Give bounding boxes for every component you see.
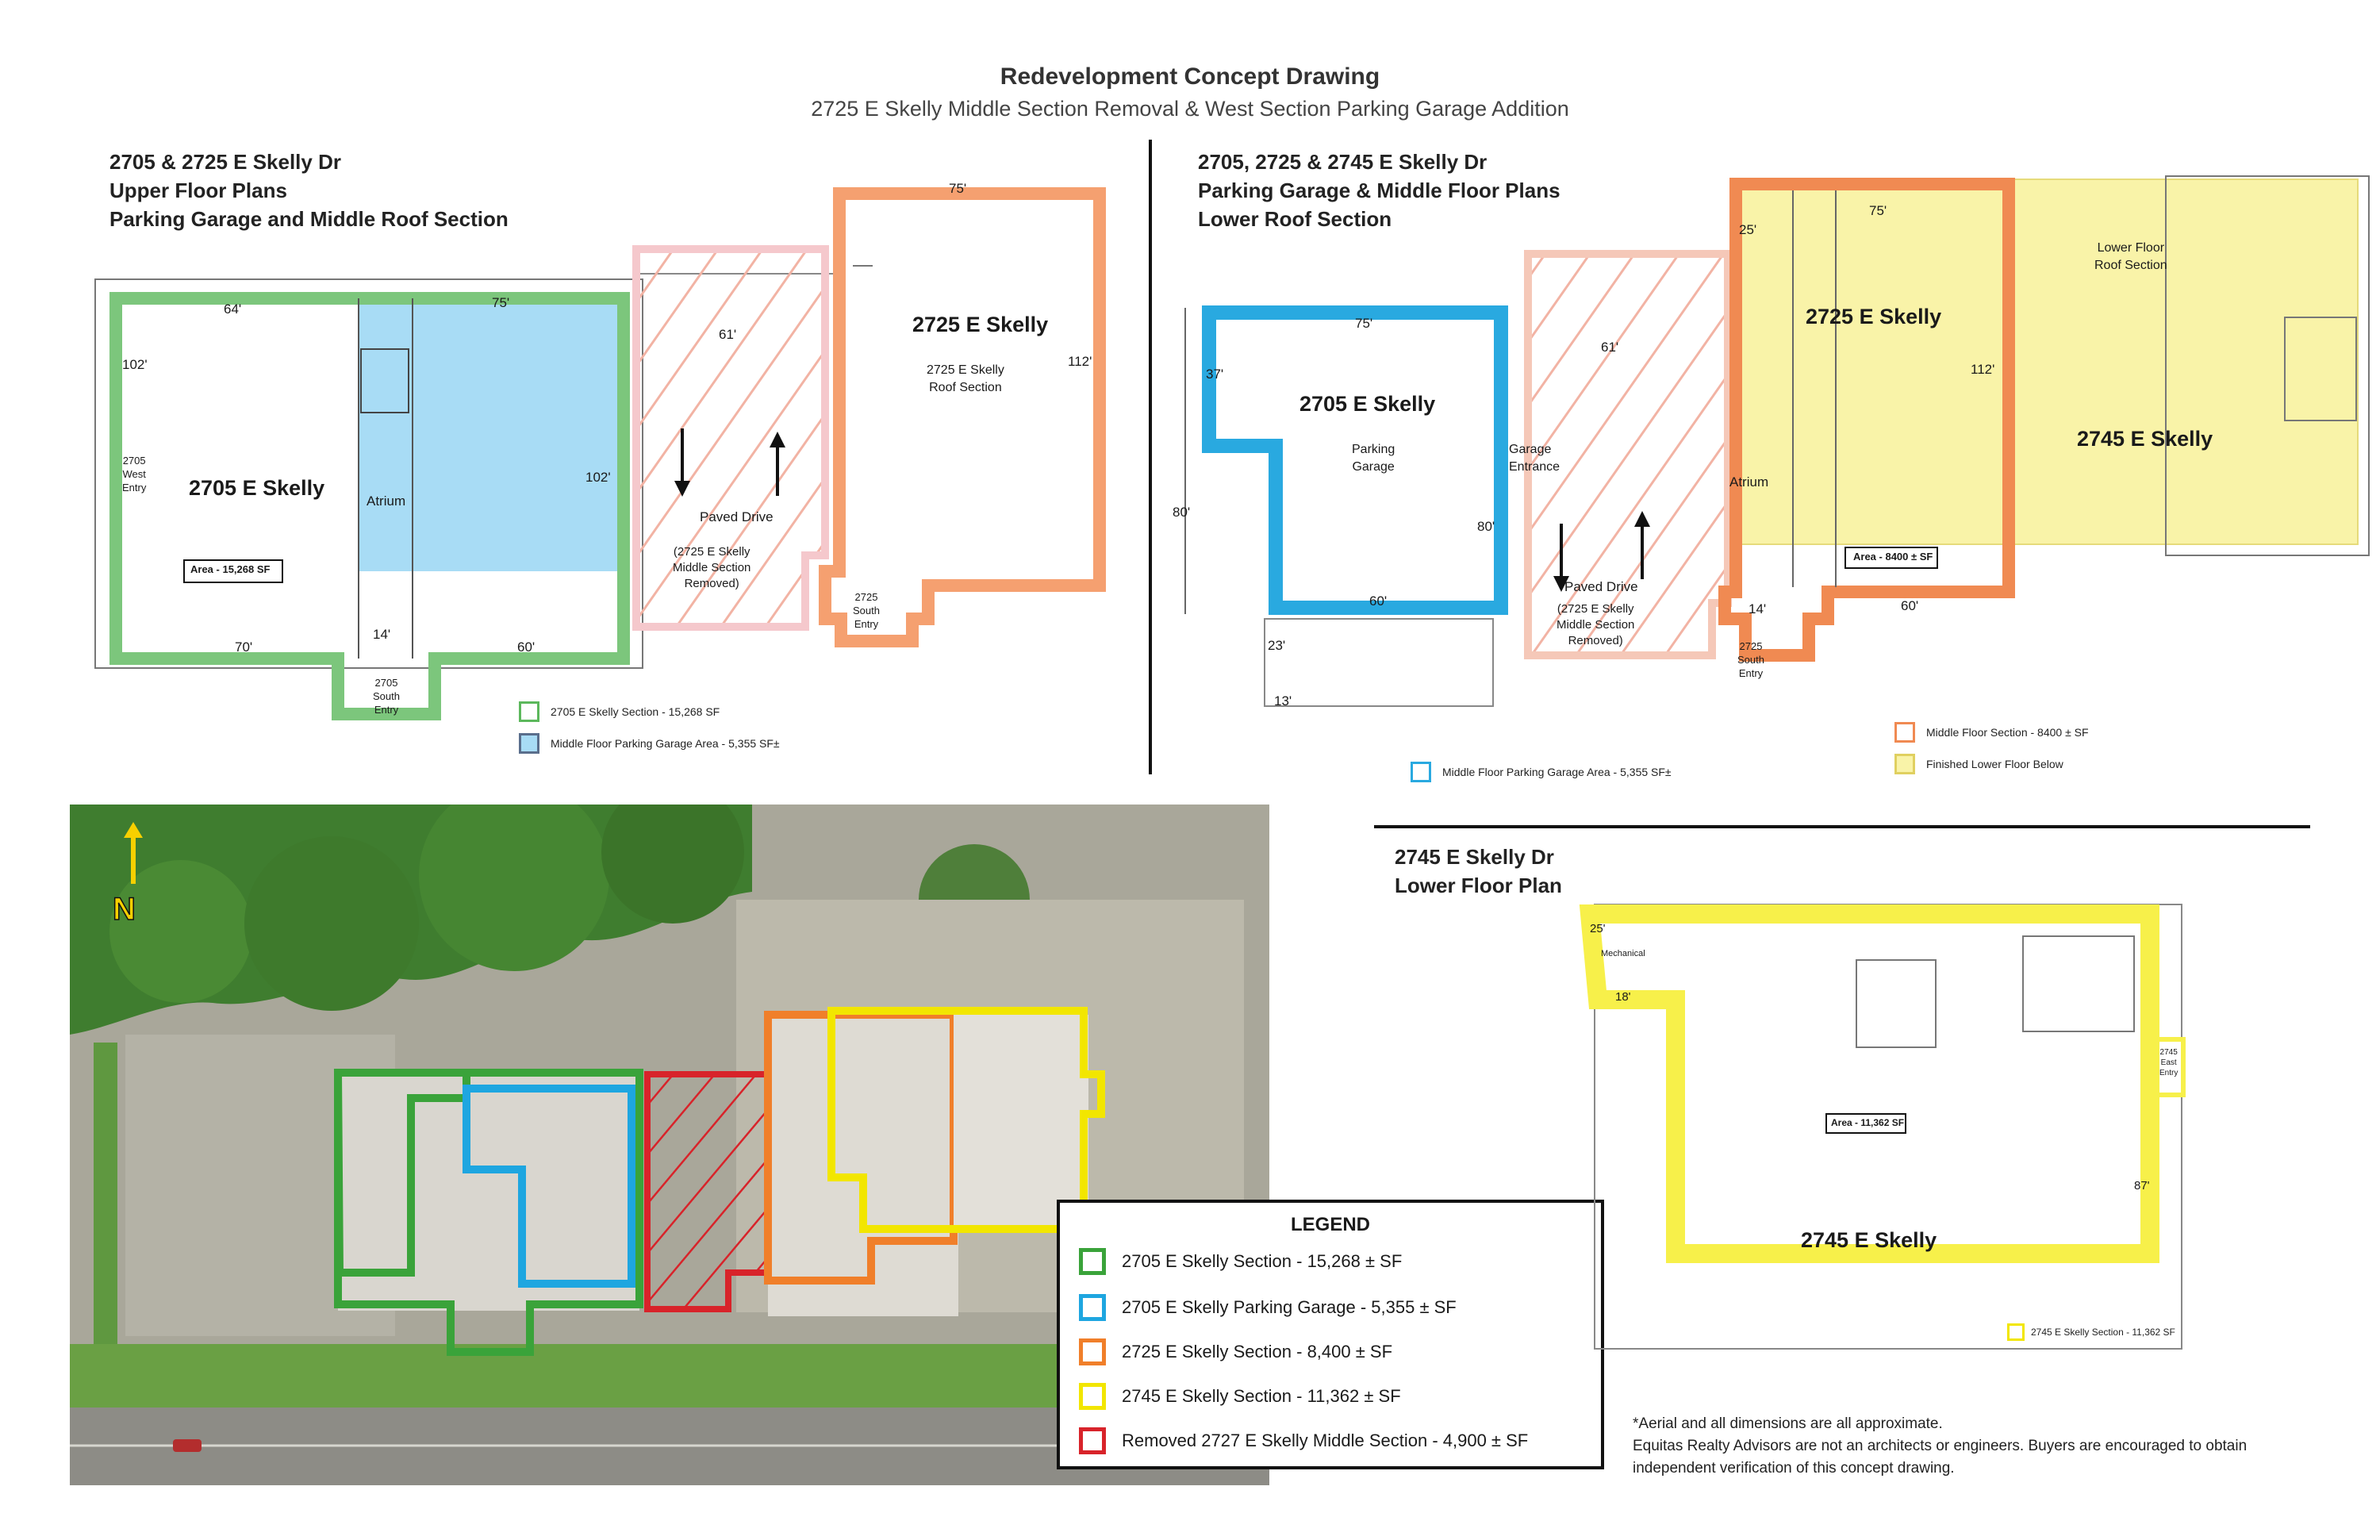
label-2705-e-skelly: 2705 E Skelly	[189, 476, 325, 500]
dimension-label: 18'	[1615, 990, 1631, 1004]
lower-floor-roof-label	[2094, 240, 2167, 275]
south-entry-2725-label	[853, 590, 880, 631]
label-2725-e-skelly: 2725 E Skelly	[1806, 305, 1942, 328]
legend-swatch-yellow	[1079, 1383, 1106, 1410]
car	[173, 1439, 202, 1452]
west-entry-label	[122, 454, 146, 494]
roof-2725	[768, 1015, 958, 1316]
key-swatch-blue	[1411, 762, 1431, 782]
dimension-label: 14'	[1749, 601, 1767, 616]
key-item	[1894, 754, 2089, 774]
north-label: N	[113, 892, 136, 927]
key-swatch-yellow	[1894, 754, 1915, 774]
legend-item-label: 2705 E Skelly Parking Garage - 5,355 ± SF	[1122, 1297, 1457, 1317]
legend-swatch-green	[1079, 1248, 1106, 1275]
key-item	[519, 701, 780, 722]
key-swatch-green	[519, 701, 539, 722]
west-entry-line-2: West	[122, 468, 146, 480]
key-item	[1894, 722, 2089, 743]
roof-2745	[954, 1015, 1088, 1229]
tree	[244, 836, 419, 1011]
key-label: 2705 E Skelly Section - 15,268 SF	[551, 705, 720, 718]
key-item	[519, 733, 780, 754]
south-entry-2725-line-2: South	[853, 605, 880, 616]
dimension-label: 37'	[1206, 367, 1224, 382]
west-entry-line-1: 2705	[122, 455, 146, 467]
east-entry-line-3: Entry	[2159, 1069, 2178, 1077]
legend-item-label: Removed 2727 E Skelly Middle Section - 4,900 ± SF	[1122, 1431, 1529, 1450]
upper-right-heading-line-1: 2705, 2725 & 2745 E Skelly Dr	[1198, 150, 1488, 174]
restroom-block	[1856, 960, 1936, 1047]
dimension-label: 70'	[235, 639, 253, 655]
removed-section-label	[1557, 601, 1634, 649]
south-entry-line-1: 2725	[1739, 640, 1763, 652]
roof-section-label	[927, 362, 1004, 397]
legend-item	[1079, 1427, 1528, 1455]
label-2745-e-skelly: 2745 E Skelly	[1801, 1228, 1937, 1252]
label-2725-e-skelly: 2725 E Skelly	[912, 313, 1049, 336]
dimension-label: 75'	[949, 181, 967, 196]
legend-item-label: 2745 E Skelly Section - 11,362 ± SF	[1122, 1386, 1401, 1406]
legend-item	[1079, 1247, 1402, 1276]
mechanical-label: Mechanical	[1601, 949, 1645, 958]
legend	[1057, 1200, 1604, 1469]
south-entry-label	[1737, 639, 1764, 680]
dimension-label: 112'	[1971, 362, 1995, 377]
page-title: Redevelopment Concept Drawing	[1000, 63, 1380, 90]
removed-section-line-3: Removed)	[1568, 634, 1623, 647]
removed-section-line-3: Removed)	[684, 577, 739, 590]
key-item	[1411, 762, 1672, 782]
garage-entrance-line-1: Garage	[1509, 443, 1552, 456]
north-arrow	[111, 820, 155, 896]
lower-floor-roof-line-2: Roof Section	[2094, 259, 2167, 272]
building-2725-outline	[825, 194, 1100, 641]
dimension-label: 61'	[719, 327, 737, 342]
lower-floor-roof-line-1: Lower Floor	[2097, 241, 2165, 255]
office-block	[2023, 936, 2134, 1031]
roof-section-line-2: Roof Section	[929, 381, 1002, 394]
east-entry-line-2: East	[2160, 1058, 2177, 1067]
paved-drive-label: Paved Drive	[700, 509, 774, 524]
dimension-label: 87'	[2134, 1179, 2150, 1192]
lower-right-heading-line-2: Lower Floor Plan	[1395, 874, 1562, 897]
east-entry-label	[2159, 1047, 2178, 1078]
south-entry-line-3: Entry	[1738, 667, 1764, 679]
legend-item	[1079, 1382, 1401, 1411]
east-entry-line-1: 2745	[2159, 1048, 2178, 1057]
south-entry-line-2: South	[1737, 654, 1764, 666]
south-entry-2725-line-1: 2725	[854, 591, 878, 603]
page-subtitle: 2725 E Skelly Middle Section Removal & West Section Parking Garage Addition	[811, 97, 1569, 121]
finished-lower-floor	[1739, 179, 2358, 544]
lower-right-heading	[1395, 843, 1562, 900]
dimension-label: 14'	[373, 627, 391, 642]
key-item	[2007, 1323, 2175, 1341]
upper-right-heading-line-3: Lower Roof Section	[1198, 207, 1392, 231]
atrium-label: Atrium	[1729, 474, 1769, 490]
south-entry-2705-line-3: Entry	[374, 704, 399, 716]
north-arrow-icon	[111, 820, 155, 892]
lower-right-floor-plan	[1579, 841, 2261, 1365]
dimension-label: 25'	[1739, 222, 1757, 237]
label-2745-e-skelly: 2745 E Skelly	[2077, 427, 2213, 451]
dimension-label: 60'	[1369, 593, 1388, 609]
removed-section-line-1: (2725 E Skelly	[1557, 602, 1634, 616]
key-swatch-blue	[519, 733, 539, 754]
dimension-label: 75'	[492, 295, 510, 310]
dimension-label: 61'	[1601, 340, 1619, 355]
label-2705-e-skelly-garage: 2705 E Skelly	[1299, 392, 1436, 416]
removed-section-line-2: Middle Section	[673, 561, 751, 574]
legend-item	[1079, 1338, 1392, 1366]
key-label: Middle Floor Parking Garage Area - 5,355 SF±	[1442, 766, 1672, 778]
key-label: 2745 E Skelly Section - 11,362 SF	[2031, 1327, 2175, 1338]
lower-garage-lines	[1265, 619, 1493, 706]
dimension-label: 23'	[1268, 638, 1286, 653]
dimension-label: 102'	[585, 470, 611, 485]
legend-swatch-orange	[1079, 1338, 1106, 1365]
building-2745-outline	[1590, 914, 2150, 1254]
dimension-label: 60'	[517, 639, 536, 655]
upper-left-heading-line-3: Parking Garage and Middle Roof Section	[109, 207, 509, 231]
west-entry-line-3: Entry	[122, 482, 147, 493]
removed-section-label	[673, 544, 750, 592]
parking-garage-label	[1352, 441, 1395, 476]
dimension-label: 112'	[1068, 354, 1092, 369]
legend-title: LEGEND	[1290, 1214, 1370, 1235]
upper-right-heading-line-2: Parking Garage & Middle Floor Plans	[1198, 179, 1560, 202]
horizontal-divider	[1374, 825, 2310, 828]
note-line: independent verification of this concept drawing.	[1633, 1460, 1955, 1477]
area-label: Area - 15,268 SF	[190, 563, 271, 575]
upper-left-heading-line-2: Upper Floor Plans	[109, 179, 287, 202]
south-entry-2725-line-3: Entry	[854, 618, 879, 630]
dimension-label: 25'	[1590, 922, 1606, 935]
atrium-label: Atrium	[367, 493, 406, 509]
dimension-label: 102'	[122, 357, 148, 372]
paved-drive-label: Paved Drive	[1564, 579, 1638, 594]
parking-garage-line-2: Garage	[1352, 460, 1395, 474]
aerial-removed-middle-section	[647, 1074, 768, 1309]
dimension-label: 60'	[1901, 598, 1919, 613]
area-label: Area - 8400 ± SF	[1853, 551, 1933, 563]
south-entry-2705-line-1: 2705	[374, 677, 398, 689]
upper-left-key	[519, 701, 780, 754]
note-line: *Aerial and all dimensions are all approximate.	[1633, 1415, 1943, 1432]
key-swatch-orange	[1894, 722, 1915, 743]
roof-section-line-1: 2725 E Skelly	[927, 363, 1004, 377]
upper-left-heading-line-1: 2705 & 2725 E Skelly Dr	[109, 150, 341, 174]
key-label: Middle Floor Section - 8400 ± SF	[1926, 726, 2089, 739]
parking-garage-line-1: Parking	[1352, 443, 1395, 456]
dimension-label: 80'	[1477, 519, 1495, 534]
upper-right-key	[1894, 722, 2089, 774]
removed-section-line-2: Middle Section	[1557, 618, 1635, 632]
note-line: Equitas Realty Advisors are not an architects or engineers. Buyers are encouraged to obtain	[1633, 1438, 2248, 1454]
garage-entrance-label	[1509, 441, 1560, 476]
key-label: Finished Lower Floor Below	[1926, 758, 2063, 770]
legend-item-label: 2725 E Skelly Section - 8,400 ± SF	[1122, 1342, 1393, 1361]
south-entry-2705-line-2: South	[373, 690, 400, 702]
legend-item	[1079, 1293, 1457, 1322]
dimension-label: 13'	[1274, 693, 1292, 709]
legend-item-label: 2705 E Skelly Section - 15,268 ± SF	[1122, 1251, 1403, 1271]
legend-swatch-red	[1079, 1427, 1106, 1454]
key-swatch-yellow	[2007, 1323, 2025, 1341]
dimension-label: 64'	[224, 301, 242, 317]
lawn-strip	[94, 1043, 117, 1376]
area-label: Area - 11,362 SF	[1831, 1117, 1905, 1128]
dimension-label: 80'	[1173, 505, 1191, 520]
south-entry-2705-label	[373, 676, 400, 716]
dimension-label: 75'	[1355, 316, 1373, 331]
key-label: Middle Floor Parking Garage Area - 5,355 SF±	[551, 737, 780, 750]
lower-right-heading-line-1: 2745 E Skelly Dr	[1395, 845, 1554, 869]
legend-swatch-blue	[1079, 1294, 1106, 1321]
parking-garage-area	[359, 301, 619, 571]
dimension-label: 75'	[1869, 203, 1887, 218]
removed-section-line-1: (2725 E Skelly	[673, 545, 750, 559]
garage-entrance-line-2: Entrance	[1509, 460, 1560, 474]
